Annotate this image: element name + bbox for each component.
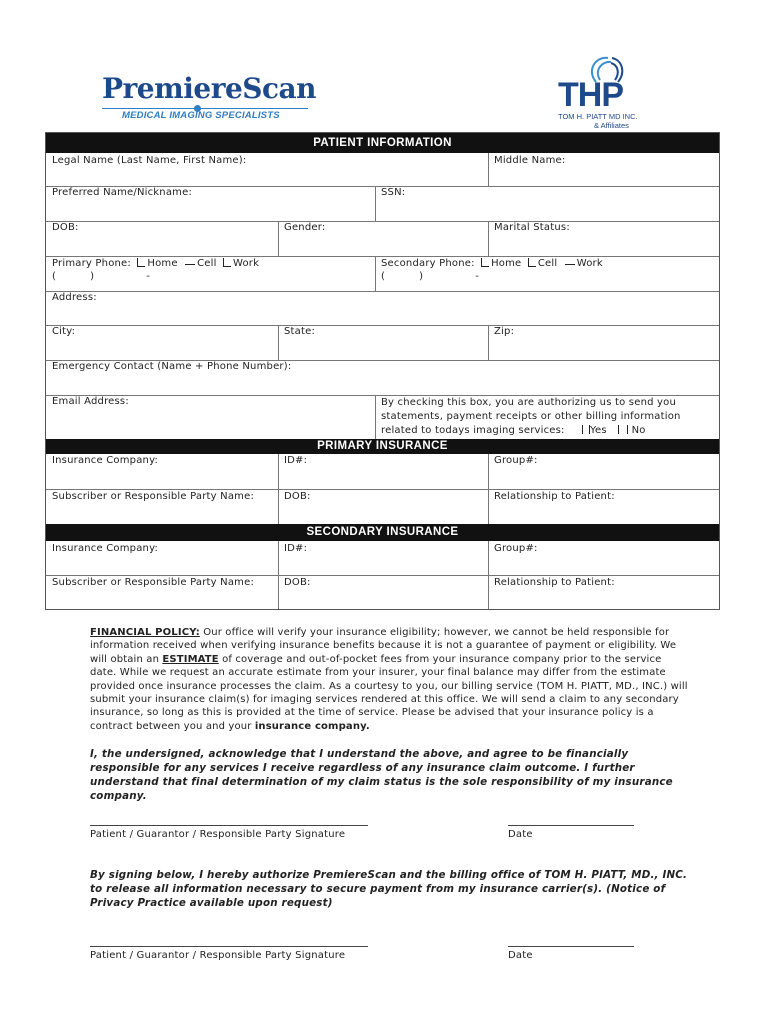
primary-phone-field[interactable] xyxy=(52,258,259,269)
primary-work-label: Work xyxy=(232,258,260,269)
estimate-word: ESTIMATE xyxy=(162,653,219,665)
secondary-id-field[interactable]: ID#: xyxy=(284,543,308,554)
primary-id-field[interactable]: ID#: xyxy=(284,455,308,466)
consent-yes-label: Yes xyxy=(590,425,607,436)
middle-name-field[interactable]: Middle Name: xyxy=(494,155,566,166)
divider xyxy=(46,256,719,257)
phone-dash: - xyxy=(475,271,480,282)
legal-name-field[interactable]: Legal Name (Last Name, First Name): xyxy=(52,155,247,166)
marital-status-field[interactable]: Marital Status: xyxy=(494,222,570,233)
secondary-relationship-field[interactable]: Relationship to Patient: xyxy=(494,577,615,588)
signature-label-1: Patient / Guarantor / Responsible Party Signature xyxy=(90,829,346,840)
consent-line-3 xyxy=(381,424,681,438)
divider xyxy=(375,256,376,291)
primary-relationship-field[interactable]: Relationship to Patient: xyxy=(494,491,615,502)
secondary-cell-label: Cell xyxy=(537,258,558,269)
secondary-insurance-header: SECONDARY INSURANCE xyxy=(46,524,719,541)
divider xyxy=(46,221,719,222)
secondary-cell-checkbox[interactable] xyxy=(528,258,536,267)
primary-work-checkbox[interactable] xyxy=(223,258,231,267)
consent-no-checkbox[interactable] xyxy=(618,425,619,434)
paren-open: ( xyxy=(52,271,57,282)
preferred-name-field[interactable]: Preferred Name/Nickname: xyxy=(52,187,193,198)
paren-close: ) xyxy=(90,271,95,282)
secondary-phone-format xyxy=(381,271,479,282)
consent-text: related to todays imaging services: xyxy=(381,425,565,436)
signature-label-2: Patient / Guarantor / Responsible Party Signature xyxy=(90,950,346,961)
consent-no-label: No xyxy=(631,425,646,436)
ssn-field[interactable]: SSN: xyxy=(381,187,406,198)
date-label-2: Date xyxy=(508,950,533,961)
secondary-phone-field[interactable] xyxy=(381,258,603,269)
primary-cell-checkbox[interactable] xyxy=(185,264,195,265)
financial-policy xyxy=(90,626,690,733)
date-line-2[interactable] xyxy=(508,946,634,947)
secondary-work-checkbox[interactable] xyxy=(565,264,575,265)
divider xyxy=(488,153,489,186)
premiere-scan-tagline: MEDICAL IMAGING SPECIALISTS xyxy=(122,110,280,121)
divider xyxy=(488,325,489,360)
premiere-scan-logo xyxy=(102,72,317,123)
primary-insurance-header: PRIMARY INSURANCE xyxy=(46,439,719,454)
divider xyxy=(278,221,279,256)
secondary-group-field[interactable]: Group#: xyxy=(494,543,538,554)
thp-logo xyxy=(556,52,656,132)
gender-field[interactable]: Gender: xyxy=(284,222,326,233)
city-field[interactable]: City: xyxy=(52,326,76,337)
secondary-insurance-company-field[interactable]: Insurance Company: xyxy=(52,543,159,554)
email-field[interactable]: Email Address: xyxy=(52,396,129,407)
signature-line-2[interactable] xyxy=(90,946,368,947)
acknowledgement-text: I, the undersigned, acknowledge that I understand the above, and agree to be financially responsible for any services I receive regardless of any insurance claim outcome. I further understand that final determination of my claim status is the sole responsibility of my insurance company. xyxy=(90,748,673,802)
primary-phone-format xyxy=(52,271,150,282)
divider xyxy=(488,221,489,256)
financial-policy-title: FINANCIAL POLICY: xyxy=(90,627,200,638)
primary-home-checkbox[interactable] xyxy=(137,258,145,267)
primary-insurance-company-field[interactable]: Insurance Company: xyxy=(52,455,159,466)
divider xyxy=(46,489,719,490)
primary-cell-label: Cell xyxy=(197,258,217,269)
secondary-phone-label: Secondary Phone: xyxy=(381,258,475,269)
zip-field[interactable]: Zip: xyxy=(494,326,515,337)
primary-subscriber-dob-field[interactable]: DOB: xyxy=(284,491,311,502)
primary-subscriber-field[interactable]: Subscriber or Responsible Party Name: xyxy=(52,491,255,502)
address-field[interactable]: Address: xyxy=(52,292,97,303)
thp-letters: THP xyxy=(558,76,623,114)
billing-consent xyxy=(381,396,681,438)
thp-affiliates: & Affiliates xyxy=(594,121,629,130)
paren-open: ( xyxy=(381,271,386,282)
divider xyxy=(375,186,376,221)
consent-yes-checkbox[interactable] xyxy=(582,425,583,434)
secondary-subscriber-field[interactable]: Subscriber or Responsible Party Name: xyxy=(52,577,255,588)
patient-form xyxy=(45,132,720,610)
patient-info-header: PATIENT INFORMATION xyxy=(46,133,719,153)
secondary-home-checkbox[interactable] xyxy=(481,258,489,267)
divider xyxy=(46,575,719,576)
phone-dash: - xyxy=(146,271,151,282)
secondary-work-label: Work xyxy=(576,258,603,269)
logo-rule xyxy=(102,108,308,109)
primary-home-label: Home xyxy=(147,258,178,269)
primary-group-field[interactable]: Group#: xyxy=(494,455,538,466)
state-field[interactable]: State: xyxy=(284,326,316,337)
date-line-1[interactable] xyxy=(508,825,634,826)
dob-field[interactable]: DOB: xyxy=(52,222,79,233)
secondary-home-label: Home xyxy=(491,258,522,269)
date-label-1: Date xyxy=(508,829,533,840)
policy-text-2: of coverage and out-of-pocket fees from your insurance company prior to the service date. While we request an accurate estimate from your insurer, your final balance may differ from the estimate provided once insurance processes the claim. As a courtesy to you, our billing service (TOM H. PIATT, MD., INC.) will submit your insurance claim(s) for imaging services rendered at this office. We will send a claim to any secondary insurance, so long as this is provided at the time of service. Please be advised that your insurance policy is a contract between you and your xyxy=(90,653,688,732)
authorization-text: By signing below, I hereby authorize PremiereScan and the billing office of TOM H. PIATT, MD., INC. to release all information necessary to secure payment from my insurance carrier(s). (Notice of Privacy Practice available upon request) xyxy=(90,869,688,909)
consent-line-2: statements, payment receipts or other billing information xyxy=(381,411,681,422)
premiere-scan-wordmark: PremiereScan xyxy=(102,72,317,105)
divider xyxy=(375,395,376,439)
divider xyxy=(278,325,279,360)
emergency-contact-field[interactable]: Emergency Contact (Name + Phone Number): xyxy=(52,361,292,372)
divider xyxy=(46,325,719,326)
consent-line-1: By checking this box, you are authorizing us to send you xyxy=(381,397,677,408)
paren-close: ) xyxy=(419,271,424,282)
insurance-company-emphasis: insurance company. xyxy=(254,720,370,732)
divider xyxy=(46,291,719,292)
thp-subtitle: TOM H. PIATT MD INC. xyxy=(558,112,638,121)
policy-text-1: Our office will verify your insurance eligibility; however, we cannot be held responsible for information received when verifying insurance benefits because it is not a guarantee of payment or eligibility. We will obtain an xyxy=(90,627,677,665)
primary-phone-label: Primary Phone: xyxy=(52,258,131,269)
secondary-subscriber-dob-field[interactable]: DOB: xyxy=(284,577,311,588)
signature-line-1[interactable] xyxy=(90,825,368,826)
